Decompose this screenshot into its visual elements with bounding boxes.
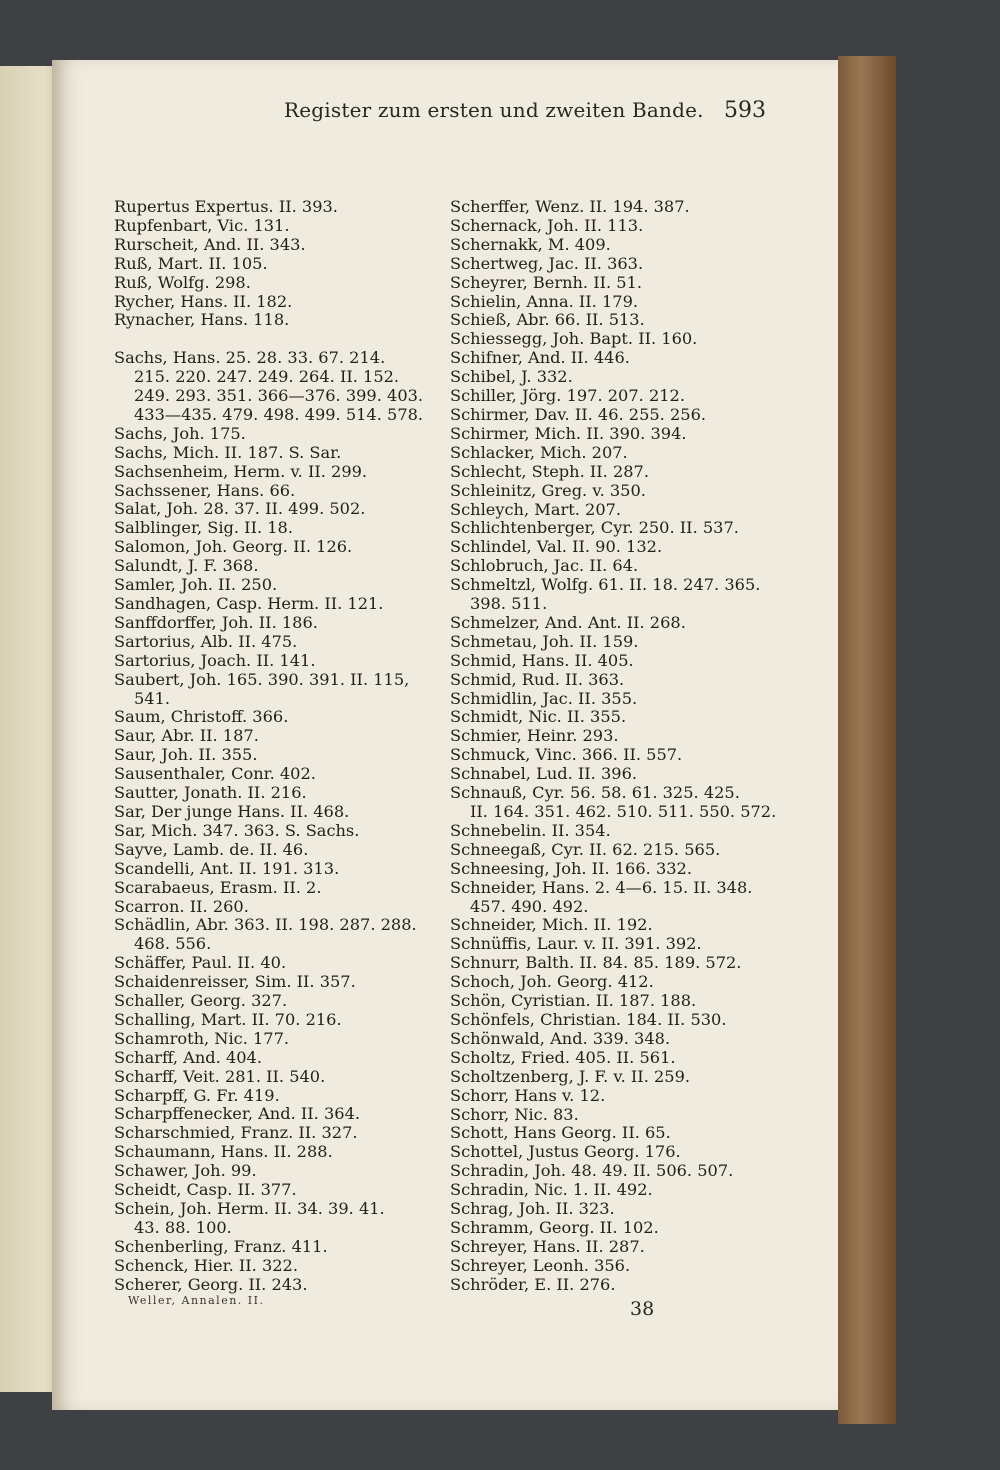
index-entry: Schein, Joh. Herm. II. 34. 39. 41. [114,1199,385,1219]
index-entry: Schneesing, Joh. II. 166. 332. [450,858,692,878]
index-entry: Schenck, Hier. II. 322. [114,1255,298,1275]
index-entry: Samler, Joh. II. 250. [114,575,278,595]
index-entry: 215. 220. 247. 249. 264. II. 152. [134,367,400,387]
index-entry: Schlichtenberger, Cyr. 250. II. 537. [450,518,739,538]
index-entry: Rynacher, Hans. 118. [114,310,290,330]
index-entry: Schmetau, Joh. II. 159. [450,631,639,651]
index-entry: Schirmer, Mich. II. 390. 394. [450,423,687,443]
index-entry: Schawer, Joh. 99. [114,1161,257,1181]
index-entry: 398. 511. [470,594,548,614]
index-entry: Schaidenreisser, Sim. II. 357. [114,972,356,992]
index-entry: Schlobruch, Jac. II. 64. [450,556,639,576]
index-entry: Schernakk, M. 409. [450,234,611,254]
index-entry: Scharff, And. 404. [114,1047,262,1067]
index-entry: Saur, Abr. II. 187. [114,726,259,746]
index-entry: Schlacker, Mich. 207. [450,442,628,462]
index-entry: Schlindel, Val. II. 90. 132. [450,537,663,557]
index-entry: Rupfenbart, Vic. 131. [114,215,290,235]
index-entry: Sar, Der junge Hans. II. 468. [114,801,350,821]
index-entry: Scandelli, Ant. II. 191. 313. [114,858,340,878]
index-entry: Schnabel, Lud. II. 396. [450,764,638,784]
index-entry: Schleych, Mart. 207. [450,499,622,519]
sheet-signature-line: Weller, Annalen. II. [128,1294,265,1307]
index-entry: Schorr, Nic. 83. [450,1104,579,1124]
index-entry: Schaller, Georg. 327. [114,991,288,1011]
index-entry: Schorr, Hans v. 12. [450,1085,606,1105]
index-entry: Sautter, Jonath. II. 216. [114,783,307,803]
index-entry: Scharpff, G. Fr. 419. [114,1085,280,1105]
index-entry: Schreyer, Leonh. 356. [450,1255,631,1275]
index-entry: 433—435. 479. 498. 499. 514. 578. [134,404,424,424]
index-entry: Scharpffenecker, And. II. 364. [114,1104,361,1124]
index-entry: 43. 88. 100. [134,1217,232,1237]
index-entry: 249. 293. 351. 366—376. 399. 403. [134,386,424,406]
index-entry: 468. 556. [134,934,212,954]
index-entry: Schradin, Nic. 1. II. 492. [450,1180,653,1200]
index-entry: Ruß, Wolfg. 298. [114,272,251,292]
index-entry: Schmid, Rud. II. 363. [450,669,625,689]
index-entry: Saum, Christoff. 366. [114,707,289,727]
index-entry: Schertweg, Jac. II. 363. [450,253,644,273]
index-entry: Scherffer, Wenz. II. 194. 387. [450,197,690,216]
index-entry: Schäffer, Paul. II. 40. [114,953,287,973]
index-entry: Sartorius, Joach. II. 141. [114,650,316,670]
index-entry: Schamroth, Nic. 177. [114,1028,290,1048]
index-entry: Schottel, Justus Georg. 176. [450,1142,681,1162]
index-entry: Schmelzer, And. Ant. II. 268. [450,612,686,632]
index-entry: Salundt, J. F. 368. [114,556,259,576]
index-entry: Sartorius, Alb. II. 475. [114,631,298,651]
index-entry: Schrag, Joh. II. 323. [450,1199,615,1219]
index-entry: Schott, Hans Georg. II. 65. [450,1123,671,1143]
index-entry: Schneider, Mich. II. 192. [450,915,653,935]
index-entry: Sayve, Lamb. de. II. 46. [114,839,309,859]
index-entry: Scheidt, Casp. II. 377. [114,1180,297,1200]
index-entry: Schönwald, And. 339. 348. [450,1028,671,1048]
index-entry: Rurscheit, And. II. 343. [114,234,306,254]
index-entry: Schmuck, Vinc. 366. II. 557. [450,745,683,765]
index-entry: Schnauß, Cyr. 56. 58. 61. 325. 425. [450,783,740,803]
index-entry: Schieß, Abr. 66. II. 513. [450,310,645,330]
index-entry: Rupertus Expertus. II. 393. [114,197,338,216]
index-entry: Schifner, And. II. 446. [450,348,630,368]
index-entry: Schradin, Joh. 48. 49. II. 506. 507. [450,1161,734,1181]
index-entry: Saur, Joh. II. 355. [114,745,258,765]
index-entry: Scarabaeus, Erasm. II. 2. [114,877,322,897]
index-entry: Schalling, Mart. II. 70. 216. [114,1009,342,1029]
index-entry: Schmidt, Nic. II. 355. [450,707,627,727]
index-entry: Schmid, Hans. II. 405. [450,650,634,670]
index-entry: Schnebelin. II. 354. [450,820,611,840]
index-entry: Schleinitz, Greg. v. 350. [450,480,646,500]
index-entry: Scharff, Veit. 281. II. 540. [114,1066,326,1086]
index-entry: Schönfels, Christian. 184. II. 530. [450,1009,727,1029]
index-entry: Schramm, Georg. II. 102. [450,1217,659,1237]
sheet-number: 38 [630,1298,655,1320]
index-entry: Schiessegg, Joh. Bapt. II. 160. [450,329,698,349]
index-entry: Schibel, J. 332. [450,367,573,387]
index-entry: Scherer, Georg. II. 243. [114,1274,308,1294]
index-entry: Sandhagen, Casp. Herm. II. 121. [114,594,384,614]
index-entry: Salomon, Joh. Georg. II. 126. [114,537,353,557]
index-entry: Schmeltzl, Wolfg. 61. II. 18. 247. 365. [450,575,761,595]
index-column-right [450,197,777,1295]
index-entry: Sachs, Hans. 25. 28. 33. 67. 214. [114,348,386,368]
index-entry: Schröder, E. II. 276. [450,1274,616,1294]
index-entry: 457. 490. 492. [470,896,589,916]
index-entry: Scharschmied, Franz. II. 327. [114,1123,358,1143]
page-header [52,90,838,126]
index-entry: Scholtzenberg, J. F. v. II. 259. [450,1066,691,1086]
index-entry: Scholtz, Fried. 405. II. 561. [450,1047,676,1067]
index-entry: Schoch, Joh. Georg. 412. [450,972,654,992]
index-entry: Sachsenheim, Herm. v. II. 299. [114,461,368,481]
index-entry: Schenberling, Franz. 411. [114,1236,328,1256]
index-entry: Sachs, Joh. 175. [114,423,246,443]
index-entry: Ruß, Mart. II. 105. [114,253,268,273]
index-entry: Scheyrer, Bernh. II. 51. [450,272,643,292]
index-entry: Salat, Joh. 28. 37. II. 499. 502. [114,499,366,519]
running-title: Register zum ersten und zweiten Bande. [284,98,704,122]
index-entry: Sanffdorffer, Joh. II. 186. [114,612,318,632]
index-entry: Schmidlin, Jac. II. 355. [450,688,638,708]
index-entry: Schneider, Hans. 2. 4—6. 15. II. 348. [450,877,753,897]
index-entry: Saubert, Joh. 165. 390. 391. II. 115, [114,669,410,689]
index-entry: Sachs, Mich. II. 187. S. Sar. [114,442,342,462]
index-entry: Schnurr, Balth. II. 84. 85. 189. 572. [450,953,742,973]
index-entry: II. 164. 351. 462. 510. 511. 550. 572. [470,802,777,821]
index-entry: Schreyer, Hans. II. 287. [450,1236,645,1256]
index-entry: Schlecht, Steph. II. 287. [450,461,650,481]
index-entry: Sachssener, Hans. 66. [114,480,296,500]
index-entry: Rycher, Hans. II. 182. [114,291,293,311]
index-entry: Schön, Cyristian. II. 187. 188. [450,991,697,1011]
index-entry: Schädlin, Abr. 363. II. 198. 287. 288. [114,915,417,935]
index-entry: Schneegaß, Cyr. II. 62. 215. 565. [450,839,721,859]
index-entry: Sausenthaler, Conr. 402. [114,764,316,784]
index-entry: Schaumann, Hans. II. 288. [114,1142,333,1162]
index-entry: Schiller, Jörg. 197. 207. 212. [450,386,685,406]
index-entry: Sar, Mich. 347. 363. S. Sachs. [114,820,360,840]
index-entry: Salblinger, Sig. II. 18. [114,518,293,538]
index-column-left [114,198,454,1295]
book-binding-edge [838,56,896,1424]
page-number: 593 [724,98,766,123]
index-entry: Schirmer, Dav. II. 46. 255. 256. [450,404,707,424]
index-entry: Schnüffis, Laur. v. II. 391. 392. [450,934,702,954]
index-entry: Scarron. II. 260. [114,896,249,916]
index-entry: Schmier, Heinr. 293. [450,726,619,746]
index-entry: Schernack, Joh. II. 113. [450,215,644,235]
index-entry: Schielin, Anna. II. 179. [450,291,639,311]
index-entry: 541. [134,688,171,708]
